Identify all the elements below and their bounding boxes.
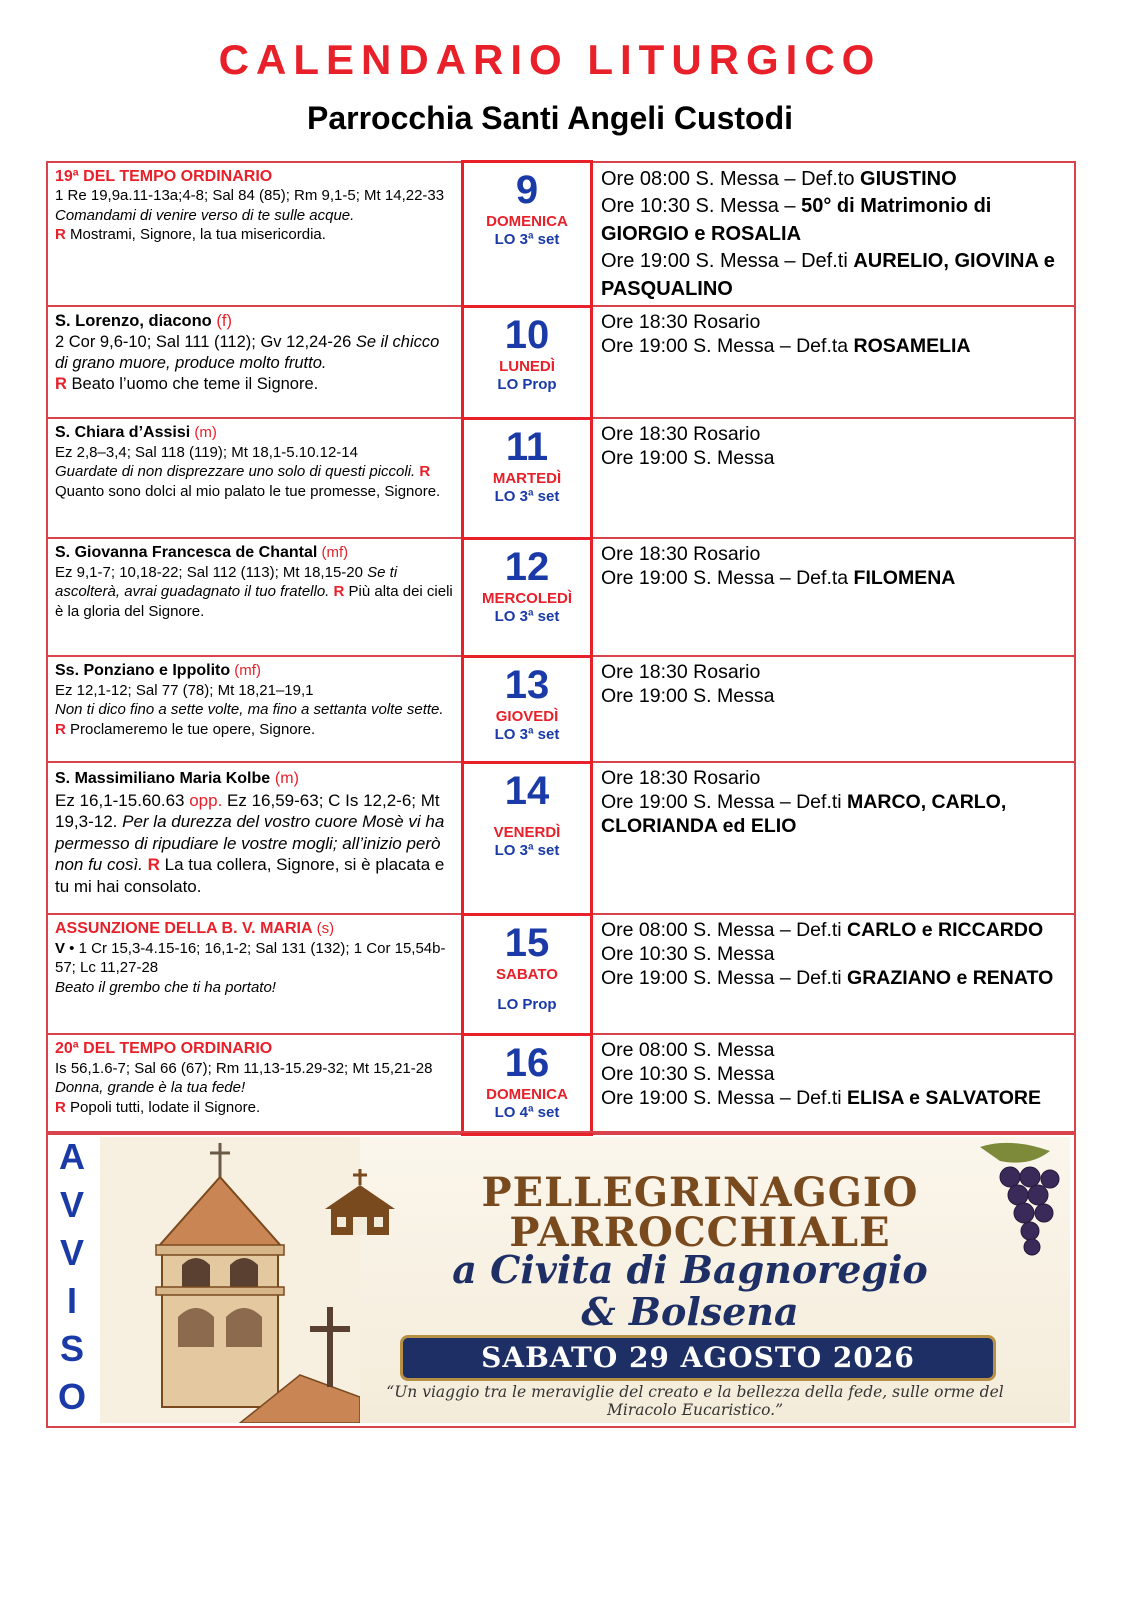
response-text: Beato l’uomo che teme il Signore. (66, 375, 319, 393)
events-cell (592, 418, 1076, 538)
avviso-letter: V (59, 1184, 84, 1225)
poster-destination (340, 1249, 1040, 1333)
feast-title: S. Massimiliano Maria Kolbe (55, 770, 271, 787)
liturgy-cell (47, 418, 463, 538)
pilgrimage-poster (100, 1137, 1070, 1423)
liturgy-cell (47, 762, 463, 914)
readings: Ez 16,1-15.60.63 (55, 790, 185, 810)
gospel-quote: Guardate di non disprezzare uno solo di questi piccoli. (55, 463, 416, 480)
gospel-quote: Non ti dico fino a sette volte, ma fino a settanta volte sette. (55, 701, 444, 718)
feast-title: ASSUNZIONE DELLA B. V. MARIA (55, 920, 313, 937)
weekday-name: SABATO (496, 965, 558, 983)
liturgy-cell (47, 306, 463, 418)
event-item: Ore 19:00 S. Messa – Def.ti GRAZIANO e RENATO (601, 967, 1054, 989)
event-item: Ore 18:30 Rosario (601, 543, 761, 565)
vigil-marker: V (55, 939, 66, 957)
parish-name: Parrocchia Santi Angeli Custodi (306, 100, 793, 136)
event-item: Ore 19:00 S. Messa – Def.ti ELISA e SALVATORE (601, 1087, 1041, 1109)
gospel-quote: Comandami di venire verso di te sulle acque. (55, 206, 355, 224)
gospel-quote: Se ti ascolterà, avrai guadagnato il tuo fratello. (55, 563, 398, 600)
avviso-letter: A (59, 1136, 85, 1177)
calendar-row (47, 914, 1075, 1034)
day-number: 15 (504, 920, 550, 965)
day-cell (463, 538, 592, 656)
event-item: Ore 18:30 Rosario (601, 661, 761, 683)
response-marker: R (55, 226, 66, 243)
feast-rank: (mf) (321, 544, 349, 561)
liturgy-hours: LO 4ª set (494, 1103, 560, 1121)
event-item: Ore 19:00 S. Messa – Def.ti AURELIO, GIOVINA e PASQUALINO (601, 250, 1055, 300)
weekday-name: LUNEDÌ (499, 357, 555, 375)
liturgy-cell (47, 656, 463, 762)
gospel-quote: Beato il grembo che ti ha portato! (55, 978, 276, 996)
event-item: Ore 10:30 S. Messa – 50° di Matrimonio di GIORGIO e ROSALIA (601, 195, 992, 245)
day-cell (463, 306, 592, 418)
gospel-quote: Per la durezza del vostro cuore Mosè vi ha permesso di ripudiare le vostre mogli; all’inizio però non fu così. (55, 812, 445, 874)
weekday-name: MERCOLEDÌ (482, 589, 572, 607)
readings: Ez 12,1-12; Sal 77 (78); Mt 18,21–19,1 (55, 681, 314, 699)
feast-rank: (mf) (234, 662, 261, 679)
poster-line: PARROCCHIALE (509, 1209, 891, 1256)
event-item: Ore 10:30 S. Messa (601, 1063, 775, 1085)
avviso-letter: V (59, 1232, 84, 1273)
calendar-row (47, 418, 1075, 538)
weekday-name: MARTEDÌ (492, 469, 562, 487)
response-text: Mostrami, Signore, la tua misericordia. (65, 226, 326, 243)
weekday-name: VENERDÌ (493, 823, 561, 841)
event-item: Ore 19:00 S. Messa (601, 447, 775, 469)
weekday-name: DOMENICA (486, 213, 568, 230)
day-cell (463, 162, 592, 307)
response-marker: R (333, 583, 345, 600)
readings: Ez 2,8–3,4; Sal 118 (119); Mt 18,1-5.10.12-14 (55, 443, 358, 461)
day-cell (463, 762, 592, 914)
feast-title: S. Lorenzo, diacono (55, 312, 212, 330)
day-number: 11 (505, 424, 549, 469)
event-item: Ore 19:00 S. Messa – Def.ta ROSAMELIA (601, 335, 971, 357)
event-item: Ore 19:00 S. Messa – Def.ti MARCO, CARLO, CLORIANDA ed ELIO (601, 791, 1007, 837)
readings: Is 56,1.6-7; Sal 66 (67); Rm 11,13-15.29-32; Mt 15,21-28 (55, 1059, 433, 1077)
response-text: Proclameremo le tue opere, Signore. (65, 720, 316, 738)
liturgy-hours: LO 3ª set (494, 841, 560, 859)
events-cell (592, 762, 1076, 914)
day-cell (463, 656, 592, 762)
events-cell (592, 538, 1076, 656)
liturgy-hours: LO 3ª set (494, 607, 560, 625)
poster-line: a Civita di Bagnoregio (452, 1247, 928, 1292)
feast-title: 19ª DEL TEMPO ORDINARIO (55, 167, 273, 185)
day-number: 14 (504, 768, 550, 813)
liturgy-cell (47, 538, 463, 656)
response-text: Popoli tutti, lodate il Signore. (65, 1098, 261, 1116)
events-cell (592, 656, 1076, 762)
weekday-name: DOMENICA (486, 1085, 568, 1103)
alternative-marker: opp. (184, 790, 223, 810)
event-item: Ore 08:00 S. Messa (601, 1039, 775, 1061)
gospel-quote: Se il chicco di grano muore, produce molto frutto. (55, 333, 440, 372)
event-item: Ore 18:30 Rosario (601, 767, 761, 789)
response-text: Più alta dei cieli è la gloria del Signore. (55, 583, 453, 620)
readings: 2 Cor 9,6-10; Sal 111 (112); Gv 12,24-26 (55, 333, 352, 351)
feast-title: S. Giovanna Francesca de Chantal (55, 544, 318, 561)
day-number: 12 (504, 544, 550, 589)
response-text: La tua collera, Signore, si è placata e tu mi hai consolato. (55, 855, 445, 896)
avviso-letter: I (66, 1280, 77, 1321)
event-item: Ore 10:30 S. Messa (601, 943, 775, 965)
liturgy-hours: LO Prop (497, 995, 557, 1013)
day-cell (463, 1034, 592, 1134)
calendar-row (47, 1034, 1075, 1134)
readings-alt: Ez 16,59-63; C Is 12,2-6; Mt 19,3-12. (55, 790, 440, 831)
day-number: 13 (504, 662, 550, 707)
event-item: Ore 08:00 S. Messa – Def.to GIUSTINO (601, 167, 957, 190)
day-number: 9 (515, 168, 539, 212)
feast-title: 20ª DEL TEMPO ORDINARIO (55, 1040, 273, 1057)
poster-headline (400, 1169, 1000, 1256)
liturgy-hours: LO 3ª set (494, 725, 560, 743)
event-item: Ore 19:00 S. Messa – Def.ta FILOMENA (601, 567, 956, 589)
weekday-name: GIOVEDÌ (495, 707, 559, 725)
event-item: Ore 18:30 Rosario (601, 423, 761, 445)
readings: 1 Re 19,9a.11-13a;4-8; Sal 84 (85); Rm 9,1-5; Mt 14,22-33 (55, 187, 445, 204)
liturgy-hours: LO Prop (497, 375, 557, 393)
readings: • 1 Cr 15,3-4.15-16; 16,1-2; Sal 131 (132); 1 Cor 15,54b-57; Lc 11,27-28 (55, 939, 446, 976)
feast-rank: (f) (216, 312, 232, 330)
poster-line: PELLEGRINAGGIO (481, 1169, 919, 1216)
response-marker: R (55, 720, 66, 738)
response-marker: R (419, 463, 431, 480)
readings: Ez 9,1-7; 10,18-22; Sal 112 (113); Mt 18,15-20 (55, 563, 363, 581)
avviso-letter: S (59, 1328, 84, 1369)
response-marker: R (55, 375, 67, 393)
response-marker: R (55, 1098, 66, 1116)
events-cell (592, 1034, 1076, 1134)
day-cell (463, 418, 592, 538)
liturgy-cell (47, 162, 463, 307)
calendar-row (47, 306, 1075, 418)
feast-rank: (m) (194, 424, 217, 441)
feast-rank: (m) (274, 770, 299, 787)
avviso-letter: O (57, 1376, 86, 1417)
events-cell (592, 306, 1076, 418)
calendar-table (46, 160, 1076, 1136)
calendar-row (47, 162, 1075, 307)
events-cell (592, 914, 1076, 1034)
event-item: Ore 08:00 S. Messa – Def.ti CARLO e RICCARDO (601, 919, 1044, 941)
liturgy-hours: LO 3ª set (494, 231, 560, 248)
poster-quote: “Un viaggio tra le meraviglie del creato e la bellezza della fede, sulle orme del Miracolo Eucaristico.” (386, 1383, 1004, 1419)
feast-rank: (s) (316, 920, 335, 937)
event-item: Ore 19:00 S. Messa (601, 685, 775, 707)
day-number: 16 (504, 1040, 550, 1085)
response-marker: R (147, 855, 160, 874)
notice-box (46, 1131, 1076, 1428)
liturgy-cell (47, 914, 463, 1034)
gospel-quote: Donna, grande è la tua fede! (55, 1079, 246, 1096)
day-number: 10 (504, 312, 550, 357)
feast-title: S. Chiara d’Assisi (55, 424, 191, 441)
calendar-row (47, 656, 1075, 762)
response-text: Quanto sono dolci al mio palato le tue promesse, Signore. (55, 482, 441, 500)
church-icon (315, 1167, 405, 1237)
calendar-row (47, 538, 1075, 656)
events-cell (592, 162, 1076, 307)
poster-date-banner: SABATO 29 AGOSTO 2026 (400, 1335, 996, 1381)
avviso-vertical-label (48, 1133, 96, 1426)
liturgy-cell (47, 1034, 463, 1134)
liturgy-hours: LO 3ª set (494, 487, 560, 505)
calendar-row (47, 762, 1075, 914)
page-title: CALENDARIO LITURGICO (218, 36, 882, 83)
event-item: Ore 18:30 Rosario (601, 311, 761, 333)
feast-title: Ss. Ponziano e Ippolito (55, 662, 231, 679)
poster-line: & Bolsena (581, 1289, 799, 1334)
day-cell (463, 914, 592, 1034)
